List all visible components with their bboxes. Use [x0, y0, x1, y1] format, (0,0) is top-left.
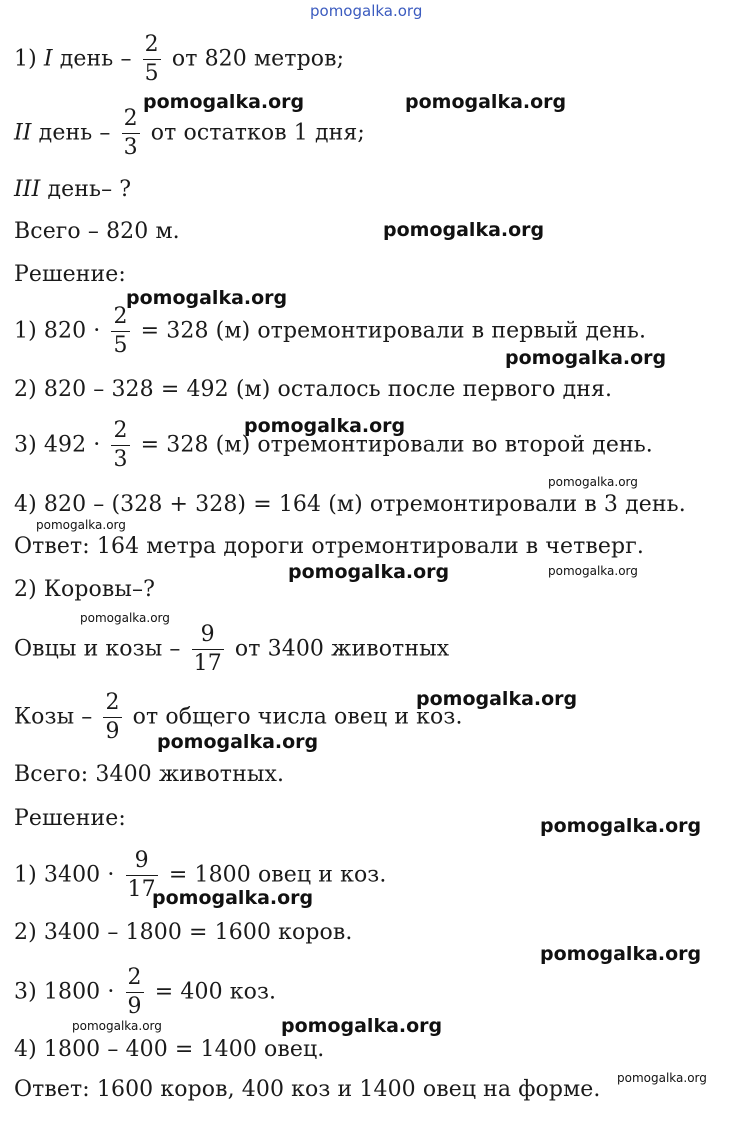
problem1-line1: 1) I день – $\frac{2}{5}$ от 820 метров; — [14, 32, 345, 86]
watermark: pomogalka.org — [36, 518, 126, 532]
watermark: pomogalka.org — [80, 611, 170, 625]
problem1-step2: 2) 820 – 328 = 492 (м) осталось после первого дня. — [14, 377, 613, 402]
watermark: pomogalka.org — [244, 415, 406, 437]
watermark: pomogalka.org — [157, 731, 319, 753]
problem2-step4: 4) 1800 – 400 = 1400 овец. — [14, 1037, 325, 1062]
fraction: $\frac{2}{5}$ — [144, 32, 159, 86]
watermark: pomogalka.org — [281, 1015, 443, 1037]
watermark: pomogalka.org — [548, 475, 638, 489]
fraction: $\frac{2}{9}$ — [127, 965, 142, 1019]
fraction: $\frac{2}{3}$ — [113, 418, 128, 472]
problem1-line2: II день – $\frac{2}{3}$ от остатков 1 дня; — [14, 106, 365, 160]
watermark: pomogalka.org — [143, 91, 305, 113]
problem1-step4: 4) 820 – (328 + 328) = 164 (м) отремонтировали в 3 день. — [14, 492, 686, 517]
watermark: pomogalka.org — [416, 688, 578, 710]
problem2-line2: Козы – $\frac{2}{9}$ от общего числа овец и коз. — [14, 690, 463, 744]
problem2-step1: 1) 3400 · $\frac{9}{17}$ = 1800 овец и коз. — [14, 848, 387, 902]
watermark: pomogalka.org — [540, 943, 702, 965]
problem2-solution-label: Решение: — [14, 806, 126, 831]
problem2-total: Всего: 3400 животных. — [14, 762, 285, 787]
watermark: pomogalka.org — [505, 347, 667, 369]
problem2-line1: Овцы и козы – $\frac{9}{17}$ от 3400 животных — [14, 622, 450, 676]
problem1-step1: 1) 820 · $\frac{2}{5}$ = 328 (м) отремонтировали в первый день. — [14, 304, 647, 358]
problem1-solution-label: Решение: — [14, 262, 126, 287]
fraction: $\frac{2}{5}$ — [113, 304, 128, 358]
watermark: pomogalka.org — [548, 564, 638, 578]
problem2-answer: Ответ: 1600 коров, 400 коз и 1400 овец на форме. — [14, 1077, 601, 1102]
fraction: $\frac{2}{3}$ — [123, 106, 138, 160]
watermark: pomogalka.org — [405, 91, 567, 113]
problem1-step3: 3) 492 · $\frac{2}{3}$ = 328 (м) отремонтировали во второй день. — [14, 418, 653, 472]
watermark: pomogalka.org — [383, 219, 545, 241]
problem2-title: 2) Коровы–? — [14, 577, 155, 602]
problem2-step2: 2) 3400 – 1800 = 1600 коров. — [14, 920, 353, 945]
problem2-step3: 3) 1800 · $\frac{2}{9}$ = 400 коз. — [14, 965, 277, 1019]
fraction: $\frac{9}{17}$ — [193, 622, 222, 676]
fraction: $\frac{2}{9}$ — [105, 690, 120, 744]
watermark: pomogalka.org — [540, 815, 702, 837]
watermark: pomogalka.org — [126, 287, 288, 309]
fraction: $\frac{9}{17}$ — [127, 848, 156, 902]
watermark: pomogalka.org — [152, 887, 314, 909]
watermark: pomogalka.org — [288, 561, 450, 583]
problem1-line3: III день– ? — [14, 177, 132, 202]
problem1-answer: Ответ: 164 метра дороги отремонтировали в четверг. — [14, 534, 644, 559]
watermark: pomogalka.org — [72, 1019, 162, 1033]
problem1-total: Всего – 820 м. — [14, 219, 180, 244]
watermark: pomogalka.org — [310, 2, 423, 20]
watermark: pomogalka.org — [617, 1071, 707, 1085]
